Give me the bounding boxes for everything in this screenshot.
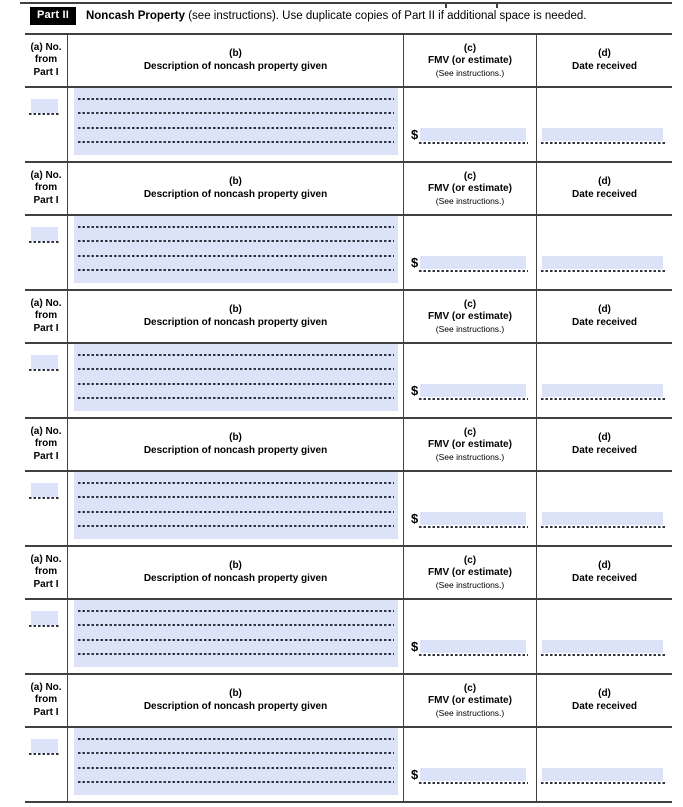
header-c-line2: FMV (or estimate) bbox=[428, 695, 512, 707]
description-line[interactable] bbox=[78, 88, 394, 100]
description-line[interactable] bbox=[78, 370, 394, 384]
header-d-line1: (d) bbox=[598, 560, 611, 572]
part1-number-underline bbox=[29, 753, 60, 755]
header-a-line2: from bbox=[34, 438, 58, 450]
dollar-sign: $ bbox=[411, 255, 419, 270]
column-header-row bbox=[25, 417, 672, 470]
entry-cell-b bbox=[67, 472, 403, 545]
date-received-field[interactable] bbox=[542, 512, 663, 525]
entry-cell-d bbox=[536, 472, 672, 545]
date-received-field[interactable] bbox=[542, 640, 663, 653]
header-c-line1: (c) bbox=[463, 299, 477, 311]
column-header-row bbox=[25, 289, 672, 342]
entry-cell-d bbox=[536, 216, 672, 289]
header-col-c bbox=[403, 547, 536, 598]
fmv-field[interactable] bbox=[420, 512, 526, 525]
part-header bbox=[30, 6, 672, 26]
entry-row bbox=[25, 214, 672, 289]
header-col-d bbox=[536, 547, 672, 598]
entry-cell-a bbox=[25, 344, 67, 417]
header-a-line3: Part I bbox=[33, 322, 59, 334]
description-line[interactable] bbox=[78, 740, 394, 754]
header-col-a bbox=[25, 35, 67, 86]
fmv-underline bbox=[419, 142, 528, 144]
column-header-row bbox=[25, 545, 672, 598]
part1-number-underline bbox=[29, 497, 60, 499]
description-line[interactable] bbox=[78, 242, 394, 256]
header-col-c bbox=[403, 419, 536, 470]
entry-cell-d bbox=[536, 600, 672, 673]
header-b-line2: Description of noncash property given bbox=[143, 60, 328, 72]
noncash-table bbox=[25, 33, 672, 803]
entry-cell-c bbox=[403, 728, 536, 801]
header-a-line3: Part I bbox=[33, 706, 59, 718]
header-d-line1: (d) bbox=[598, 688, 611, 700]
date-received-field[interactable] bbox=[542, 768, 663, 781]
entry-cell-d bbox=[536, 344, 672, 417]
column-header-row bbox=[25, 33, 672, 86]
entry-cell-c bbox=[403, 344, 536, 417]
header-col-d bbox=[536, 419, 672, 470]
header-d-line1: (d) bbox=[598, 176, 611, 188]
entry-cell-d bbox=[536, 728, 672, 801]
fmv-underline bbox=[419, 782, 528, 784]
part1-number-field[interactable] bbox=[31, 739, 58, 753]
description-line[interactable] bbox=[78, 472, 394, 484]
header-a-line3: Part I bbox=[33, 578, 59, 590]
header-a-line2: from bbox=[34, 54, 58, 66]
header-c-line3: (See instructions.) bbox=[435, 451, 505, 462]
header-col-a bbox=[25, 419, 67, 470]
description-line[interactable] bbox=[78, 498, 394, 512]
part1-number-underline bbox=[29, 625, 60, 627]
description-line[interactable] bbox=[78, 129, 394, 143]
part1-number-field[interactable] bbox=[31, 483, 58, 497]
header-b-line1: (b) bbox=[229, 560, 242, 572]
header-a-line3: Part I bbox=[33, 194, 59, 206]
header-a-line1: (a) No. bbox=[30, 298, 62, 310]
part1-number-field[interactable] bbox=[31, 99, 58, 113]
header-c-line3: (See instructions.) bbox=[435, 195, 505, 206]
description-line[interactable] bbox=[78, 484, 394, 498]
header-c-line3: (See instructions.) bbox=[435, 67, 505, 78]
header-d-line1: (d) bbox=[598, 432, 611, 444]
part-title-rest: (see instructions). Use duplicate copies of Part II if additional space is needed. bbox=[185, 9, 587, 22]
header-col-a bbox=[25, 547, 67, 598]
description-line[interactable] bbox=[78, 216, 394, 228]
fmv-field[interactable] bbox=[420, 640, 526, 653]
header-col-c bbox=[403, 675, 536, 726]
date-received-underline bbox=[541, 654, 665, 656]
header-col-d bbox=[536, 163, 672, 214]
header-c-line1: (c) bbox=[463, 43, 477, 55]
entry-cell-a bbox=[25, 600, 67, 673]
header-d-line2: Date received bbox=[571, 572, 638, 584]
header-c-line3: (See instructions.) bbox=[435, 579, 505, 590]
part1-number-field[interactable] bbox=[31, 355, 58, 369]
description-line[interactable] bbox=[78, 626, 394, 640]
header-d-line2: Date received bbox=[571, 60, 638, 72]
header-d-line1: (d) bbox=[598, 304, 611, 316]
header-b-line1: (b) bbox=[229, 48, 242, 60]
part1-number-underline bbox=[29, 369, 60, 371]
noncash-entry-section bbox=[25, 417, 672, 545]
description-field[interactable] bbox=[74, 472, 398, 539]
part1-number-underline bbox=[29, 241, 60, 243]
header-c-line2: FMV (or estimate) bbox=[428, 567, 512, 579]
fmv-underline bbox=[419, 654, 528, 656]
header-col-b bbox=[67, 291, 403, 342]
header-a-line1: (a) No. bbox=[30, 682, 62, 694]
description-field[interactable] bbox=[74, 88, 398, 155]
description-line[interactable] bbox=[78, 100, 394, 114]
header-c-line1: (c) bbox=[463, 171, 477, 183]
fmv-field[interactable] bbox=[420, 768, 526, 781]
header-a-line1: (a) No. bbox=[30, 170, 62, 182]
description-line[interactable] bbox=[78, 257, 394, 271]
noncash-entry-section bbox=[25, 289, 672, 417]
description-line[interactable] bbox=[78, 728, 394, 740]
date-received-field[interactable] bbox=[542, 256, 663, 269]
header-a-line3: Part I bbox=[33, 450, 59, 462]
entry-row bbox=[25, 342, 672, 417]
header-b-line1: (b) bbox=[229, 304, 242, 316]
description-line[interactable] bbox=[78, 754, 394, 768]
fmv-underline bbox=[419, 270, 528, 272]
header-c-line3: (See instructions.) bbox=[435, 323, 505, 334]
part1-number-field[interactable] bbox=[31, 227, 58, 241]
header-col-b bbox=[67, 419, 403, 470]
description-line[interactable] bbox=[78, 356, 394, 370]
part1-number-field[interactable] bbox=[31, 611, 58, 625]
fmv-underline bbox=[419, 398, 528, 400]
entry-cell-c bbox=[403, 216, 536, 289]
dollar-sign: $ bbox=[411, 383, 419, 398]
date-received-underline bbox=[541, 398, 665, 400]
header-c-line1: (c) bbox=[463, 683, 477, 695]
entry-cell-c bbox=[403, 600, 536, 673]
description-field[interactable] bbox=[74, 728, 398, 795]
fmv-underline bbox=[419, 526, 528, 528]
header-col-d bbox=[536, 291, 672, 342]
header-c-line2: FMV (or estimate) bbox=[428, 311, 512, 323]
dollar-sign: $ bbox=[411, 639, 419, 654]
header-a-line3: Part I bbox=[33, 66, 59, 78]
header-b-line2: Description of noncash property given bbox=[143, 316, 328, 328]
header-col-a bbox=[25, 163, 67, 214]
description-line[interactable] bbox=[78, 228, 394, 242]
column-header-row bbox=[25, 161, 672, 214]
description-line[interactable] bbox=[78, 612, 394, 626]
entry-row bbox=[25, 726, 672, 801]
fmv-field[interactable] bbox=[420, 256, 526, 269]
header-d-line2: Date received bbox=[571, 700, 638, 712]
header-col-d bbox=[536, 675, 672, 726]
header-col-a bbox=[25, 291, 67, 342]
top-rule bbox=[20, 2, 672, 4]
noncash-entry-section bbox=[25, 673, 672, 801]
description-line[interactable] bbox=[78, 344, 394, 356]
header-c-line2: FMV (or estimate) bbox=[428, 183, 512, 195]
entry-cell-a bbox=[25, 216, 67, 289]
header-b-line2: Description of noncash property given bbox=[143, 188, 328, 200]
header-col-b bbox=[67, 547, 403, 598]
header-a-line2: from bbox=[34, 566, 58, 578]
noncash-entry-section bbox=[25, 33, 672, 161]
header-col-a bbox=[25, 675, 67, 726]
date-received-underline bbox=[541, 142, 665, 144]
header-d-line2: Date received bbox=[571, 188, 638, 200]
description-line[interactable] bbox=[78, 769, 394, 783]
part-title-bold: Noncash Property bbox=[85, 9, 186, 22]
description-field[interactable] bbox=[74, 600, 398, 667]
entry-cell-a bbox=[25, 728, 67, 801]
entry-cell-b bbox=[67, 344, 403, 417]
date-received-underline bbox=[541, 782, 665, 784]
header-d-line2: Date received bbox=[571, 316, 638, 328]
dollar-sign: $ bbox=[411, 767, 419, 782]
header-b-line1: (b) bbox=[229, 432, 242, 444]
description-line[interactable] bbox=[78, 385, 394, 399]
description-line[interactable] bbox=[78, 600, 394, 612]
header-col-b bbox=[67, 35, 403, 86]
part1-number-underline bbox=[29, 113, 60, 115]
entry-cell-a bbox=[25, 88, 67, 161]
noncash-entry-section bbox=[25, 161, 672, 289]
dollar-sign: $ bbox=[411, 511, 419, 526]
header-a-line2: from bbox=[34, 182, 58, 194]
header-b-line2: Description of noncash property given bbox=[143, 572, 328, 584]
description-line[interactable] bbox=[78, 114, 394, 128]
description-field[interactable] bbox=[74, 216, 398, 283]
entry-row bbox=[25, 470, 672, 545]
part-badge: Part II bbox=[30, 7, 76, 24]
date-received-underline bbox=[541, 270, 665, 272]
entry-row bbox=[25, 86, 672, 161]
header-col-c bbox=[403, 291, 536, 342]
header-c-line2: FMV (or estimate) bbox=[428, 55, 512, 67]
header-d-line1: (d) bbox=[598, 48, 611, 60]
date-received-underline bbox=[541, 526, 665, 528]
entry-cell-c bbox=[403, 472, 536, 545]
header-b-line2: Description of noncash property given bbox=[143, 700, 328, 712]
header-a-line1: (a) No. bbox=[30, 42, 62, 54]
header-a-line1: (a) No. bbox=[30, 554, 62, 566]
description-field[interactable] bbox=[74, 344, 398, 411]
fmv-field[interactable] bbox=[420, 128, 526, 141]
header-col-c bbox=[403, 163, 536, 214]
entry-cell-b bbox=[67, 216, 403, 289]
date-received-field[interactable] bbox=[542, 128, 663, 141]
header-c-line3: (See instructions.) bbox=[435, 707, 505, 718]
description-line[interactable] bbox=[78, 513, 394, 527]
noncash-entry-section bbox=[25, 545, 672, 673]
entry-cell-b bbox=[67, 728, 403, 801]
header-c-line2: FMV (or estimate) bbox=[428, 439, 512, 451]
column-header-row bbox=[25, 673, 672, 726]
header-a-line2: from bbox=[34, 694, 58, 706]
entry-cell-c bbox=[403, 88, 536, 161]
header-col-b bbox=[67, 675, 403, 726]
header-a-line2: from bbox=[34, 310, 58, 322]
fmv-field[interactable] bbox=[420, 384, 526, 397]
entry-row bbox=[25, 598, 672, 673]
header-a-line1: (a) No. bbox=[30, 426, 62, 438]
part-title bbox=[86, 10, 587, 23]
header-c-line1: (c) bbox=[463, 555, 477, 567]
date-received-field[interactable] bbox=[542, 384, 663, 397]
header-b-line1: (b) bbox=[229, 688, 242, 700]
description-line[interactable] bbox=[78, 641, 394, 655]
entry-cell-b bbox=[67, 600, 403, 673]
entry-cell-b bbox=[67, 88, 403, 161]
header-b-line1: (b) bbox=[229, 176, 242, 188]
dollar-sign: $ bbox=[411, 127, 419, 142]
header-b-line2: Description of noncash property given bbox=[143, 444, 328, 456]
entry-cell-a bbox=[25, 472, 67, 545]
header-col-b bbox=[67, 163, 403, 214]
header-col-c bbox=[403, 35, 536, 86]
entry-cell-d bbox=[536, 88, 672, 161]
header-col-d bbox=[536, 35, 672, 86]
header-d-line2: Date received bbox=[571, 444, 638, 456]
header-c-line1: (c) bbox=[463, 427, 477, 439]
